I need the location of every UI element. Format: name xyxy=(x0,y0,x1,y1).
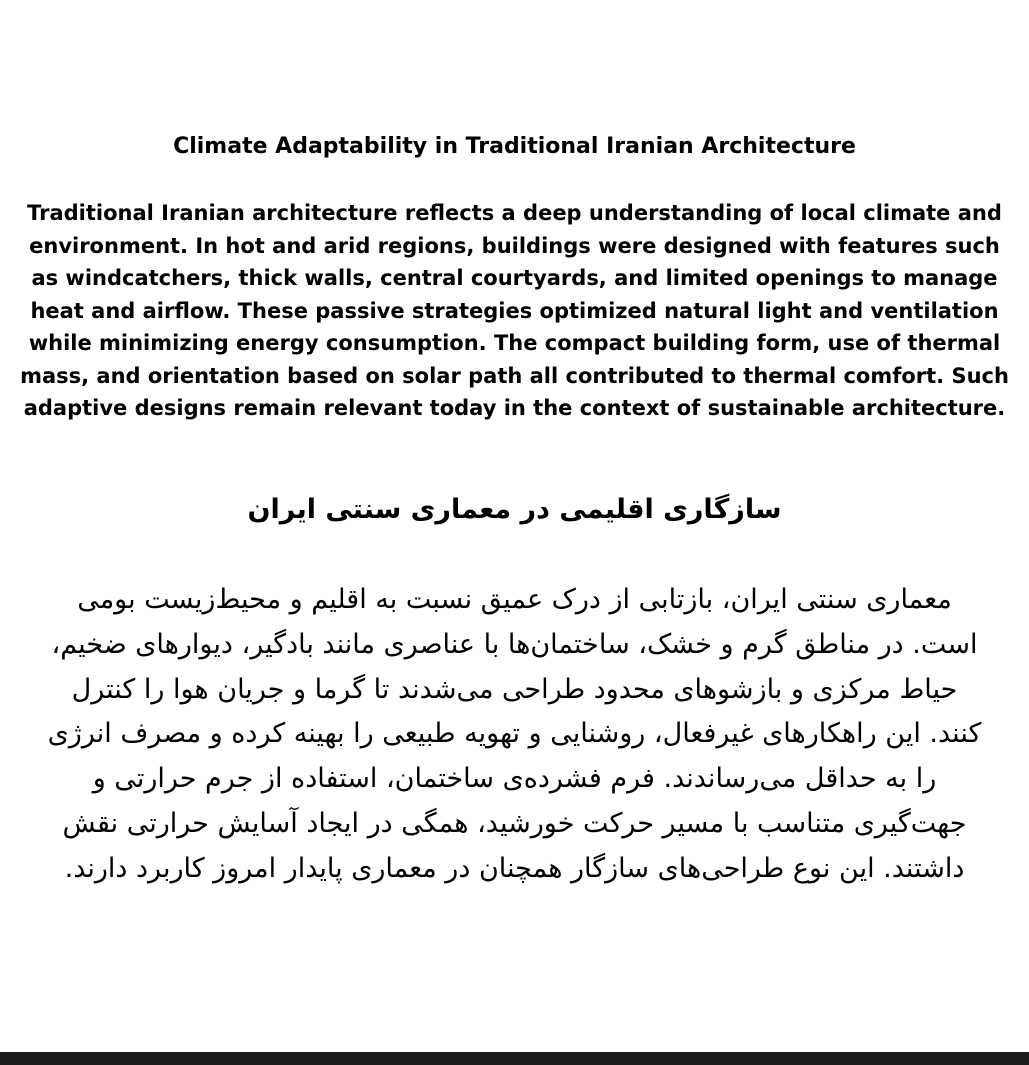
persian-paragraph: معماری سنتی ایران، بازتابی از درک عمیق نسبت به اقلیم و محیط‌زیست بومی است. در مناطق گرم و خشک، ساختمان‌ها با عناصری مانند بادگیر، دیوارهای ضخیم، حیاط مرکزی و بازشوهای محدود طراحی می‌شدند تا گرما و جریان هوا را کنترل کنند. این راهکارهای غیرفعال، روشنایی و تهویه طبیعی را بهینه کرده و مصرف انرژی را به حداقل می‌رساندند. فرم فشرده‌ی ساختمان، استفاده از جرم حرارتی و جهت‌گیری متناسب با مسیر حرکت خورشید، همگی در ایجاد آسایش حرارتی نقش داشتند. این نوع طراحی‌های سازگار همچنان در معماری پایدار امروز کاربرد دارند. xyxy=(47,584,982,884)
english-paragraph: Traditional Iranian architecture reflects a deep understanding of local climate and environment. In hot and arid regions, buildings were designed with features such as windcatchers, thick walls, central courtyards, and limited openings to manage heat and airflow. These passive strategies optimized natural light and ventilation while minimizing energy consumption. The compact building form, use of thermal mass, and orientation based on solar path all contributed to thermal comfort. Such adaptive designs remain relevant today in the context of sustainable architecture. xyxy=(20,201,1009,420)
english-title: Climate Adaptability in Traditional Iranian Architecture xyxy=(173,134,856,159)
persian-title: سازگاری اقلیمی در معماری سنتی ایران xyxy=(247,494,782,525)
bottom-bar xyxy=(0,1052,1029,1065)
